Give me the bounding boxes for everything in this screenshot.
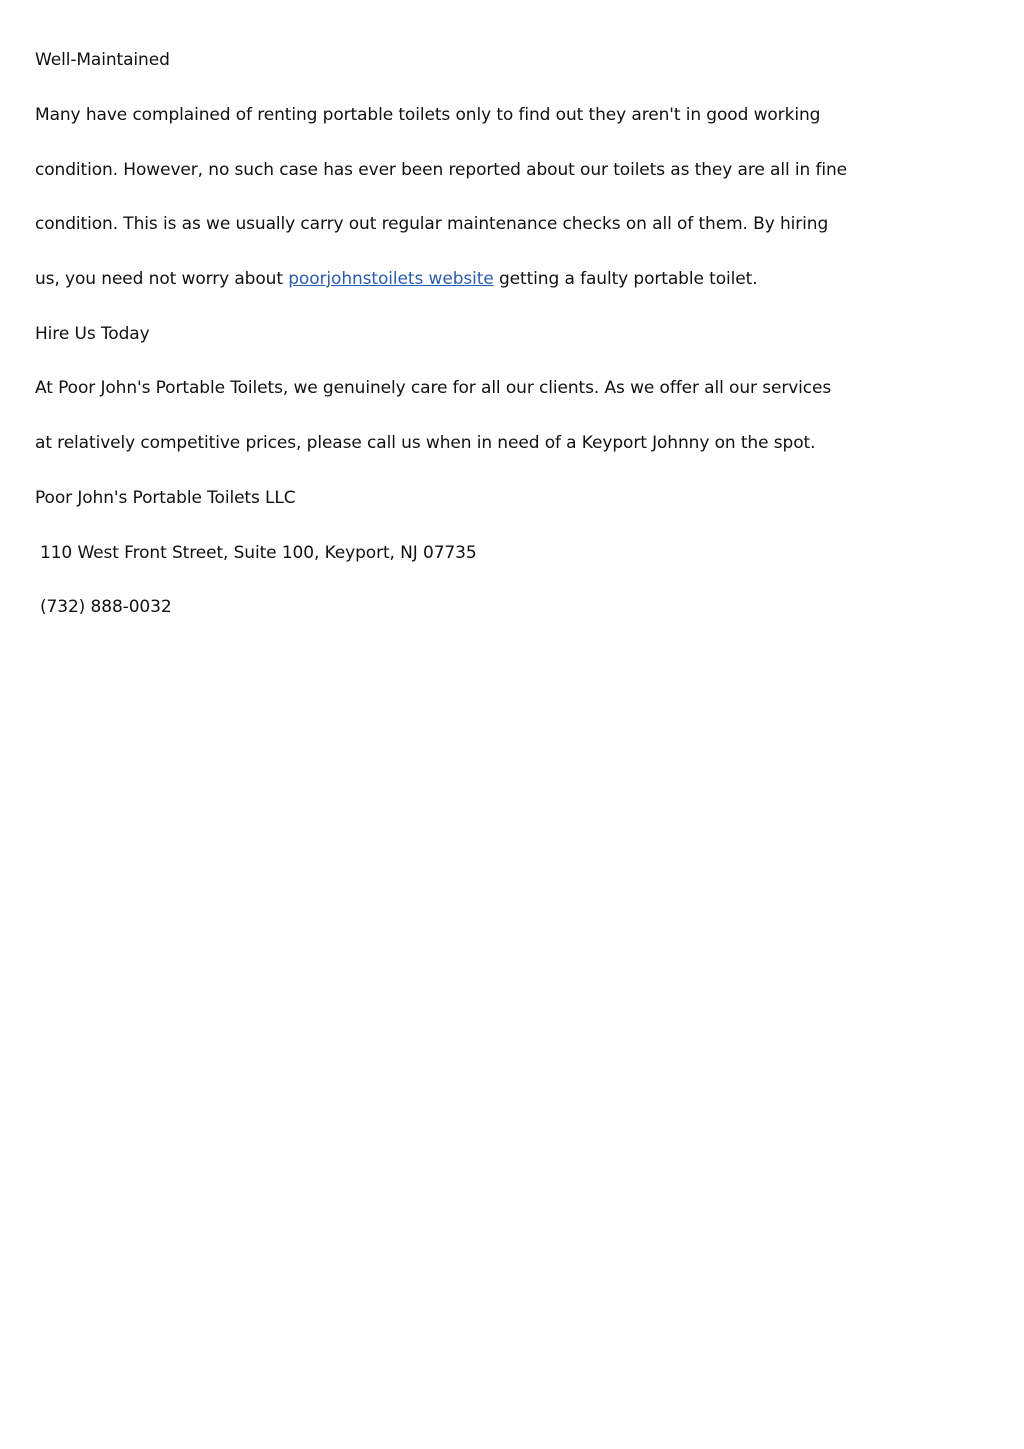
paragraph1-line2: condition. However, no such case has ever been reported about our toilets as they are all in fine — [35, 160, 848, 180]
company-address: 110 West Front Street, Suite 100, Keyport, NJ 07735 — [40, 543, 477, 563]
paragraph1-line3: condition. This is as we usually carry out regular maintenance checks on all of them. By hiring — [35, 214, 829, 234]
company-name: Poor John's Portable Toilets LLC — [35, 488, 296, 508]
paragraph2-line2: at relatively competitive prices, please call us when in need of a Keyport Johnny on the spot. — [35, 433, 816, 453]
paragraph1-line4-after: getting a faulty portable toilet. — [493, 269, 758, 289]
paragraph1-line1: Many have complained of renting portable toilets only to find out they aren't in good working — [35, 105, 821, 125]
paragraph1-line4-before: us, you need not worry about — [35, 269, 289, 289]
paragraph1-line4 — [35, 267, 758, 291]
poorjohnstoilets-website-link[interactable]: poorjohnstoilets website — [288, 269, 494, 289]
heading-hire-us-today: Hire Us Today — [35, 324, 150, 344]
paragraph2-line1: At Poor John's Portable Toilets, we genuinely care for all our clients. As we offer all our services — [35, 378, 832, 398]
heading-well-maintained: Well-Maintained — [35, 50, 170, 70]
company-phone: (732) 888-0032 — [40, 597, 172, 617]
